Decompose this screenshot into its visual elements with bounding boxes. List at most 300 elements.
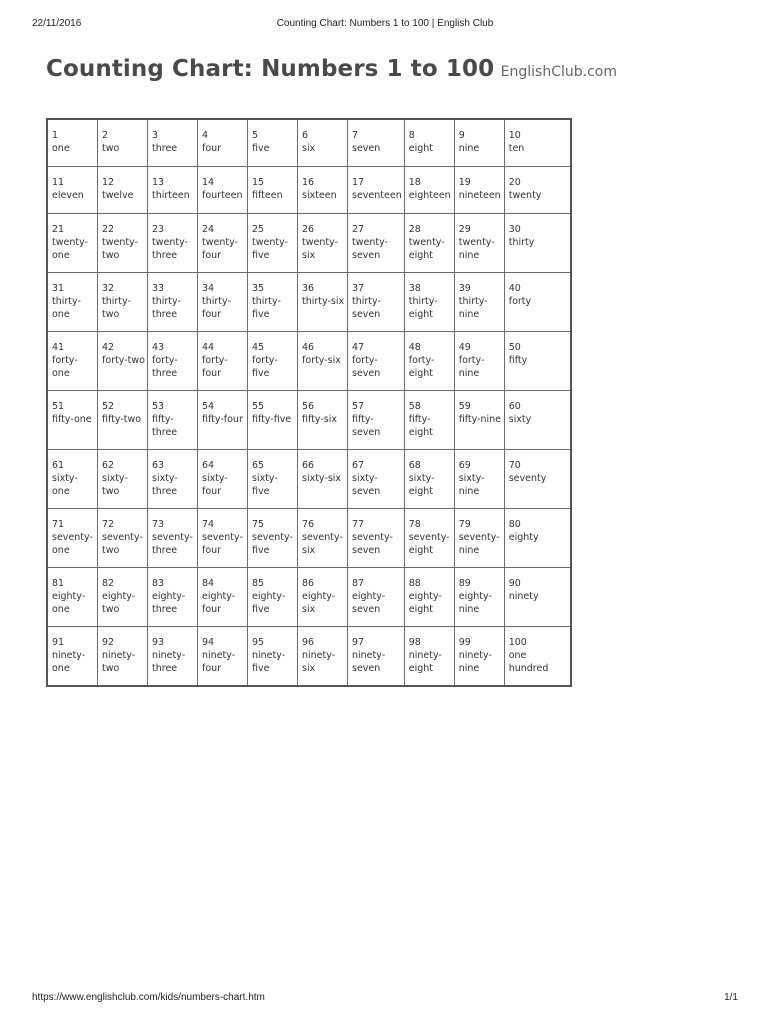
chart-cell-content: [98, 509, 147, 557]
number-digits: 47: [352, 342, 365, 353]
chart-cell-content: [198, 391, 247, 426]
chart-cell-content: [298, 391, 347, 426]
number-digits: 54: [202, 401, 215, 412]
number-digits: 40: [508, 283, 521, 294]
chart-cell: [504, 509, 571, 568]
number-word: seventy-two: [102, 532, 143, 556]
number-digits: 95: [252, 637, 265, 648]
chart-cell-content: [455, 509, 504, 557]
number-digits: 98: [408, 637, 421, 648]
number-digits: 35: [252, 283, 265, 294]
number-word: four: [202, 143, 222, 154]
chart-cell-content: [405, 120, 454, 155]
chart-cell: [298, 509, 348, 568]
number-digits: 97: [352, 637, 365, 648]
print-header: [32, 18, 738, 32]
chart-cell-content: [405, 450, 454, 498]
number-digits: 58: [408, 401, 421, 412]
chart-cell-content: [348, 167, 404, 202]
number-digits: 50: [508, 342, 521, 353]
number-word: nineteen: [458, 190, 501, 201]
number-digits: 64: [202, 460, 215, 471]
chart-cell-content: [248, 214, 297, 262]
number-word: sixty: [508, 414, 532, 425]
number-word: eleven: [52, 190, 84, 201]
number-word: forty-five: [252, 355, 278, 379]
page-heading: [46, 56, 617, 82]
chart-cell-content: [48, 120, 97, 155]
number-digits: 19: [458, 177, 471, 188]
number-digits: 51: [52, 401, 65, 412]
chart-cell-content: [148, 332, 197, 380]
chart-cell: [454, 332, 504, 391]
chart-cell: [98, 273, 148, 332]
number-digits: 56: [302, 401, 315, 412]
number-digits: 2: [102, 130, 109, 141]
number-word: twenty-five: [252, 237, 288, 261]
number-digits: 85: [252, 578, 265, 589]
number-word: ninety: [508, 591, 539, 602]
chart-cell: [198, 119, 248, 167]
chart-row: [47, 509, 571, 568]
number-digits: 73: [152, 519, 165, 530]
number-word: twenty: [508, 190, 542, 201]
number-digits: 26: [302, 224, 315, 235]
page-title: Counting Chart: Numbers 1 to 100: [46, 56, 495, 82]
number-digits: 1: [52, 130, 59, 141]
chart-cell: [348, 391, 405, 450]
number-digits: 99: [458, 637, 471, 648]
number-word: thirty-five: [252, 296, 281, 320]
number-digits: 45: [252, 342, 265, 353]
chart-cell-content: [405, 214, 454, 262]
chart-cell: [504, 214, 571, 273]
number-word: sixty-two: [102, 473, 128, 497]
chart-cell-content: [248, 332, 297, 380]
number-digits: 72: [102, 519, 115, 530]
chart-row: [47, 119, 571, 167]
number-word: thirty-eight: [408, 296, 438, 320]
chart-cell: [248, 450, 298, 509]
number-word: forty-two: [102, 355, 145, 366]
chart-cell-content: [455, 568, 504, 616]
chart-cell-content: [98, 120, 147, 155]
number-word: twenty-four: [202, 237, 238, 261]
chart-cell-content: [98, 332, 147, 367]
number-word: ninety-one: [52, 650, 86, 674]
number-digits: 15: [252, 177, 265, 188]
chart-cell-content: [455, 391, 504, 426]
number-digits: 28: [408, 224, 421, 235]
chart-cell: [454, 509, 504, 568]
number-word: forty-four: [202, 355, 228, 379]
number-word: seventy-five: [252, 532, 293, 556]
chart-cell: [198, 167, 248, 214]
chart-row: [47, 568, 571, 627]
number-digits: 36: [302, 283, 315, 294]
chart-cell: [198, 332, 248, 391]
chart-cell: [348, 509, 405, 568]
chart-cell-content: [348, 332, 404, 380]
chart-cell: [98, 450, 148, 509]
chart-cell-content: [198, 509, 247, 557]
chart-cell-content: [505, 120, 570, 155]
chart-cell: [198, 273, 248, 332]
number-word: three: [152, 143, 178, 154]
chart-cell: [298, 167, 348, 214]
number-digits: 44: [202, 342, 215, 353]
number-word: forty-nine: [458, 355, 485, 379]
chart-cell: [47, 273, 98, 332]
number-digits: 24: [202, 224, 215, 235]
chart-cell-content: [248, 627, 297, 675]
number-digits: 13: [152, 177, 165, 188]
chart-cell: [47, 568, 98, 627]
number-word: fifteen: [252, 190, 283, 201]
chart-row: [47, 391, 571, 450]
number-word: thirteen: [152, 190, 190, 201]
number-word: one: [52, 143, 70, 154]
number-digits: 84: [202, 578, 215, 589]
number-digits: 11: [52, 177, 65, 188]
number-digits: 78: [408, 519, 421, 530]
number-word: ninety-three: [152, 650, 186, 674]
chart-cell-content: [148, 568, 197, 616]
chart-cell: [47, 167, 98, 214]
chart-cell-content: [48, 450, 97, 498]
number-digits: 89: [458, 578, 471, 589]
chart-cell: [47, 627, 98, 687]
chart-cell: [148, 391, 198, 450]
chart-cell-content: [98, 450, 147, 498]
chart-cell-content: [248, 167, 297, 202]
chart-cell-content: [505, 332, 570, 367]
number-word: twenty-one: [52, 237, 88, 261]
chart-cell: [348, 568, 405, 627]
number-digits: 81: [52, 578, 65, 589]
number-digits: 67: [352, 460, 365, 471]
number-word: fifty-six: [302, 414, 337, 425]
number-word: thirty-two: [102, 296, 131, 320]
chart-row: [47, 214, 571, 273]
chart-cell-content: [405, 627, 454, 675]
number-word: forty-three: [152, 355, 178, 379]
chart-cell: [298, 214, 348, 273]
number-digits: 94: [202, 637, 215, 648]
number-digits: 88: [408, 578, 421, 589]
chart-cell: [148, 568, 198, 627]
number-word: twenty-nine: [458, 237, 495, 261]
chart-cell: [248, 391, 298, 450]
chart-cell-content: [348, 627, 404, 675]
chart-cell: [47, 450, 98, 509]
chart-cell-content: [248, 568, 297, 616]
chart-cell: [248, 332, 298, 391]
chart-cell: [404, 214, 454, 273]
chart-cell-content: [98, 167, 147, 202]
chart-cell-content: [455, 332, 504, 380]
chart-cell: [454, 119, 504, 167]
number-word: fifty-nine: [458, 414, 502, 425]
number-digits: 70: [508, 460, 521, 471]
chart-cell: [504, 332, 571, 391]
number-word: forty: [508, 296, 532, 307]
number-word: seventy-three: [152, 532, 193, 556]
chart-cell: [348, 627, 405, 687]
chart-cell: [248, 167, 298, 214]
chart-cell: [198, 214, 248, 273]
number-digits: 86: [302, 578, 315, 589]
number-digits: 23: [152, 224, 165, 235]
chart-cell: [404, 627, 454, 687]
number-word: sixty-four: [202, 473, 228, 497]
chart-cell: [198, 568, 248, 627]
number-word: sixty-eight: [408, 473, 435, 497]
number-digits: 9: [458, 130, 465, 141]
number-word: ninety-four: [202, 650, 236, 674]
chart-cell-content: [48, 167, 97, 202]
number-word: ninety-nine: [458, 650, 492, 674]
number-digits: 10: [508, 130, 521, 141]
number-word: seventy-one: [52, 532, 93, 556]
number-digits: 61: [52, 460, 65, 471]
chart-cell: [504, 273, 571, 332]
number-word: fifty-five: [252, 414, 292, 425]
chart-cell: [504, 119, 571, 167]
chart-cell: [404, 167, 454, 214]
chart-cell: [454, 214, 504, 273]
chart-cell-content: [505, 273, 570, 308]
number-digits: 63: [152, 460, 165, 471]
chart-cell: [47, 332, 98, 391]
chart-cell: [504, 391, 571, 450]
chart-cell-content: [198, 450, 247, 498]
number-word: fourteen: [202, 190, 243, 201]
number-word: eighty-nine: [458, 591, 492, 615]
chart-cell-content: [348, 273, 404, 321]
chart-cell-content: [148, 391, 197, 439]
chart-cell-content: [298, 568, 347, 616]
number-word: seventy-four: [202, 532, 243, 556]
number-digits: 4: [202, 130, 209, 141]
number-digits: 5: [252, 130, 259, 141]
chart-cell: [298, 332, 348, 391]
chart-cell: [148, 167, 198, 214]
number-word: eighty-eight: [408, 591, 442, 615]
number-word: fifty-eight: [408, 414, 433, 438]
counting-chart-body: [47, 119, 571, 686]
chart-cell-content: [48, 391, 97, 426]
number-digits: 69: [458, 460, 471, 471]
chart-cell: [348, 273, 405, 332]
number-digits: 48: [408, 342, 421, 353]
print-doc-title: Counting Chart: Numbers 1 to 100 | English Club: [276, 18, 494, 29]
number-word: ninety-two: [102, 650, 136, 674]
number-word: twenty-seven: [352, 237, 388, 261]
number-digits: 59: [458, 401, 471, 412]
chart-cell-content: [405, 167, 454, 202]
chart-cell-content: [48, 273, 97, 321]
number-digits: 17: [352, 177, 365, 188]
number-word: sixteen: [302, 190, 337, 201]
number-word: seven: [352, 143, 381, 154]
chart-cell: [404, 568, 454, 627]
number-digits: 91: [52, 637, 65, 648]
chart-cell: [298, 450, 348, 509]
number-word: thirty-seven: [352, 296, 381, 320]
chart-cell: [148, 450, 198, 509]
number-digits: 39: [458, 283, 471, 294]
number-digits: 32: [102, 283, 115, 294]
chart-cell: [454, 627, 504, 687]
number-digits: 42: [102, 342, 115, 353]
chart-cell: [454, 167, 504, 214]
number-word: seventy-nine: [458, 532, 500, 556]
chart-cell-content: [348, 214, 404, 262]
number-word: five: [252, 143, 270, 154]
chart-cell-content: [48, 568, 97, 616]
chart-cell: [454, 273, 504, 332]
chart-cell-content: [298, 627, 347, 675]
chart-cell-content: [405, 568, 454, 616]
number-digits: 76: [302, 519, 315, 530]
chart-row: [47, 332, 571, 391]
number-word: eighty-two: [102, 591, 136, 615]
number-digits: 82: [102, 578, 115, 589]
chart-cell-content: [505, 568, 570, 603]
chart-cell: [248, 273, 298, 332]
chart-cell-content: [298, 120, 347, 155]
chart-cell: [98, 627, 148, 687]
chart-cell: [404, 391, 454, 450]
chart-cell-content: [298, 167, 347, 202]
chart-cell: [98, 214, 148, 273]
chart-row: [47, 627, 571, 687]
chart-cell: [504, 568, 571, 627]
chart-cell-content: [455, 273, 504, 321]
chart-cell-content: [405, 332, 454, 380]
number-word: sixty-seven: [352, 473, 381, 497]
number-word: seventy-eight: [408, 532, 450, 556]
chart-cell-content: [348, 391, 404, 439]
chart-cell: [348, 450, 405, 509]
number-word: eighty-four: [202, 591, 236, 615]
chart-cell: [298, 273, 348, 332]
chart-cell-content: [198, 120, 247, 155]
chart-cell-content: [48, 627, 97, 675]
number-word: fifty-three: [152, 414, 178, 438]
number-digits: 25: [252, 224, 265, 235]
number-digits: 62: [102, 460, 115, 471]
chart-cell: [248, 214, 298, 273]
number-digits: 53: [152, 401, 165, 412]
number-digits: 7: [352, 130, 359, 141]
chart-cell: [404, 273, 454, 332]
number-word: forty-one: [52, 355, 78, 379]
chart-cell-content: [48, 214, 97, 262]
chart-cell-content: [98, 391, 147, 426]
chart-cell-content: [348, 120, 404, 155]
number-word: sixty-one: [52, 473, 78, 497]
chart-cell: [148, 509, 198, 568]
print-footer: [32, 992, 738, 1006]
number-word: sixty-three: [152, 473, 178, 497]
chart-cell: [454, 391, 504, 450]
chart-cell-content: [248, 120, 297, 155]
chart-cell: [98, 568, 148, 627]
chart-cell: [248, 568, 298, 627]
chart-cell: [404, 450, 454, 509]
number-digits: 41: [52, 342, 65, 353]
chart-cell-content: [505, 214, 570, 249]
chart-cell-content: [248, 509, 297, 557]
chart-cell-content: [148, 273, 197, 321]
number-digits: 38: [408, 283, 421, 294]
chart-cell: [298, 627, 348, 687]
chart-cell-content: [298, 509, 347, 557]
number-digits: 33: [152, 283, 165, 294]
number-word: sixty-six: [302, 473, 342, 484]
chart-cell: [248, 627, 298, 687]
chart-cell: [198, 509, 248, 568]
number-digits: 100: [508, 637, 527, 648]
number-digits: 75: [252, 519, 265, 530]
number-digits: 57: [352, 401, 365, 412]
chart-row: [47, 273, 571, 332]
chart-cell: [298, 119, 348, 167]
chart-cell-content: [98, 273, 147, 321]
number-digits: 93: [152, 637, 165, 648]
chart-cell: [404, 509, 454, 568]
chart-cell-content: [98, 627, 147, 675]
print-page-number: 1/1: [724, 992, 738, 1003]
number-digits: 96: [302, 637, 315, 648]
chart-row: [47, 167, 571, 214]
number-digits: 16: [302, 177, 315, 188]
number-digits: 21: [52, 224, 65, 235]
chart-cell-content: [455, 214, 504, 262]
number-word: eight: [408, 143, 433, 154]
number-digits: 46: [302, 342, 315, 353]
chart-cell-content: [198, 627, 247, 675]
number-word: forty-six: [302, 355, 341, 366]
number-digits: 55: [252, 401, 265, 412]
number-word: fifty-seven: [352, 414, 381, 438]
number-digits: 65: [252, 460, 265, 471]
number-word: eighty-six: [302, 591, 336, 615]
number-word: twenty-six: [302, 237, 338, 261]
number-digits: 90: [508, 578, 521, 589]
chart-cell-content: [505, 450, 570, 485]
number-word: twenty-eight: [408, 237, 445, 261]
chart-cell: [348, 214, 405, 273]
number-word: thirty: [508, 237, 535, 248]
number-word: eighty-seven: [352, 591, 386, 615]
number-digits: 92: [102, 637, 115, 648]
chart-cell-content: [248, 450, 297, 498]
chart-cell: [148, 627, 198, 687]
chart-cell-content: [198, 273, 247, 321]
number-word: thirty-four: [202, 296, 231, 320]
number-word: nine: [458, 143, 480, 154]
chart-cell: [47, 509, 98, 568]
chart-cell: [248, 509, 298, 568]
chart-cell: [454, 568, 504, 627]
chart-cell-content: [348, 450, 404, 498]
number-word: seventy-seven: [352, 532, 393, 556]
number-word: ninety-five: [252, 650, 286, 674]
chart-cell: [504, 167, 571, 214]
